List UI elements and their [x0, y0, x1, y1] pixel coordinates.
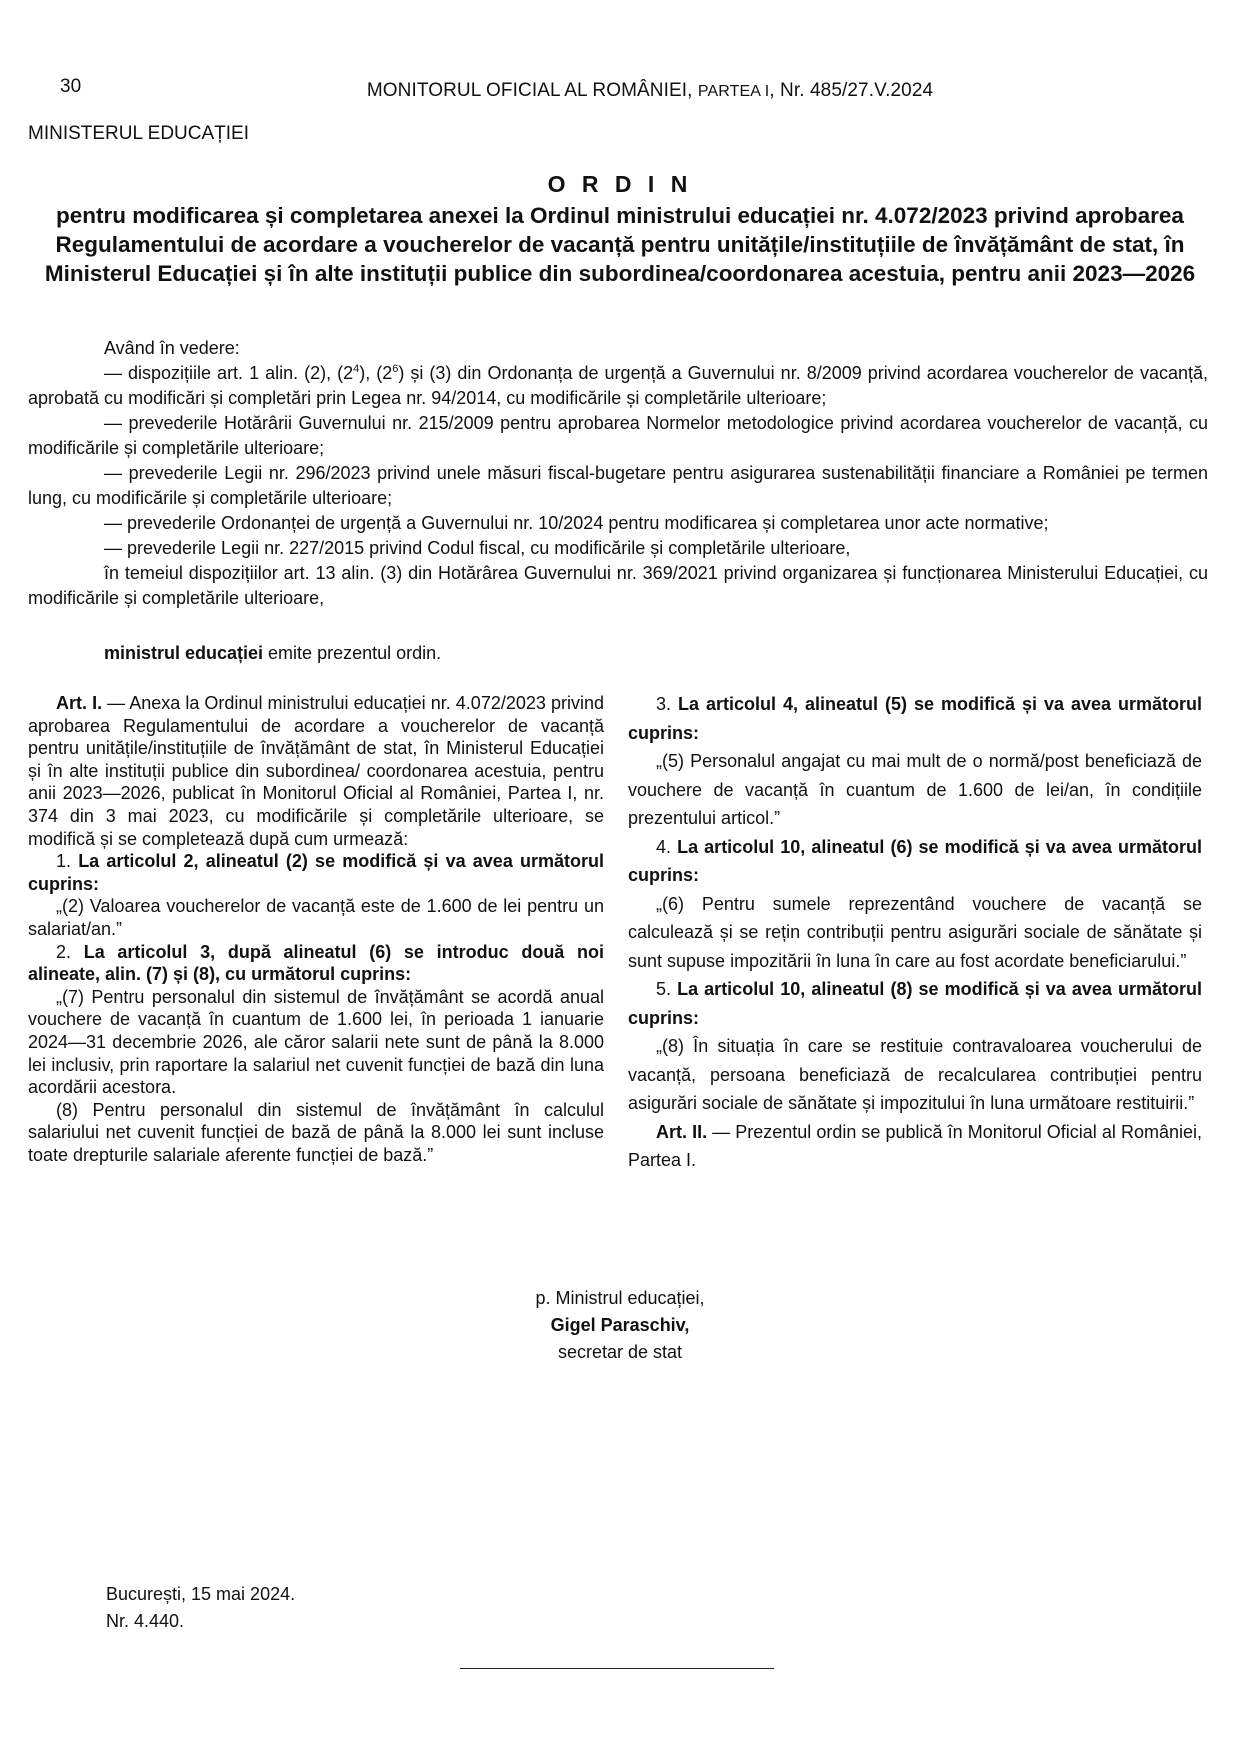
- issue-place-date: București, 15 mai 2024.: [106, 1584, 296, 1604]
- preamble-legal-basis: în temeiul dispozițiilor art. 13 alin. (3) din Hotărârea Guvernului nr. 369/2021 privind organizarea și funcționarea Ministerului Educației, cu modificările și completările ulterioare,: [28, 563, 1208, 608]
- running-header-part: PARTEA I: [697, 83, 770, 100]
- running-header: [0, 80, 1240, 102]
- point-3-head: La articolul 4, alineatul (5) se modifică și va avea următorul cuprins:: [628, 694, 1202, 743]
- article-1: [28, 692, 604, 850]
- point-4-number: 4.: [656, 836, 678, 857]
- order-number: Nr. 4.440.: [106, 1611, 185, 1631]
- end-divider: [460, 1668, 774, 1669]
- point-5-body: „(8) În situația în care se restituie contravaloarea voucherului de vacanță, persoana beneficiază de recalcularea contribuției pentru asigurări sociale de sănătate și impozitului în luna următoare restituirii.”: [628, 1036, 1202, 1113]
- point-1-heading: [28, 850, 604, 895]
- point-4-body: „(6) Pentru sumele reprezentând vouchere de vacanță se calculează și se rețin contribuții pentru asigurări sociale de sănătate și sunt supuse impozitării în luna în care au fost acordate beneficiarului.”: [628, 893, 1202, 971]
- place-and-date: [106, 1581, 295, 1635]
- issuer-name: MINISTERUL EDUCAȚIEI: [28, 123, 249, 144]
- preamble-item-4: — prevederile Ordonanței de urgență a Guvernului nr. 10/2024 pentru modificarea și completarea unor acte normative;: [104, 513, 1049, 533]
- signature-block: [440, 1285, 800, 1366]
- superscript-4: 4: [353, 363, 360, 375]
- right-column: [628, 690, 1202, 1175]
- article-2-text: — Prezentul ordin se publică în Monitorul Oficial al României, Partea I.: [628, 1121, 1202, 1170]
- article-2-label: Art. II.: [656, 1121, 708, 1142]
- page-number: 30: [60, 76, 82, 97]
- running-header-publication: MONITORUL OFICIAL AL ROMÂNIEI,: [366, 80, 698, 101]
- article-1-label: Art. I.: [56, 693, 103, 713]
- signatory-name: [440, 1312, 800, 1339]
- point-5-head: La articolul 10, alineatul (8) se modifică și va avea următorul cuprins:: [628, 979, 1203, 1028]
- preamble-item-1-part-b: ), (2: [359, 363, 393, 383]
- signatory-role: secretar de stat: [557, 1342, 683, 1362]
- point-4-head: La articolul 10, alineatul (6) se modifică și va avea următorul cuprins:: [628, 836, 1203, 885]
- point-3-number: 3.: [656, 694, 678, 714]
- preamble-item-2: — prevederile Hotărârii Guvernului nr. 215/2009 pentru aprobarea Normelor metodologice privind acordarea voucherelor de vacanță, cu modificările și completările ulterioare;: [28, 413, 1208, 458]
- emitter-bold: ministrul educației: [104, 643, 264, 663]
- preamble-item-1: [28, 361, 1208, 411]
- left-column: [28, 692, 604, 1166]
- point-2-heading: [28, 941, 604, 986]
- point-1-number: 1.: [56, 851, 79, 872]
- point-2-body-1: „(7) Pentru personalul din sistemul de învățământ se acordă anual vouchere de vacanță în cuantum de 1.600 lei, în perioada 1 ianuarie 2024—31 decembrie 2026, ale căror salarii nete sunt de până la 8.000 lei inclusiv, prin raportare la salariul net cuvenit funcției de bază din luna acordării acestora.: [28, 986, 604, 1098]
- point-1-head: La articolul 2, alineatul (2) se modifică și va avea următorul cuprins:: [28, 851, 604, 894]
- emitter-rest: emite prezentul ordin.: [263, 643, 442, 663]
- point-3-heading: [628, 690, 1202, 747]
- article-2: [628, 1118, 1202, 1175]
- point-3-body: „(5) Personalul angajat cu mai mult de o normă/post beneficiază de vouchere de vacanță în cuantum de 1.600 de lei/an, în condițiile prezentului articol.”: [628, 751, 1202, 828]
- preamble-item-3: — prevederile Legii nr. 296/2023 privind unele măsuri fiscal-bugetare pentru asigurarea sustenabilității financiare a României pe termen lung, cu modificările și completările ulterioare;: [28, 463, 1208, 508]
- article-1-text: — Anexa la Ordinul ministrului educației nr. 4.072/2023 privind aprobarea Regulamentului de acordare a voucherelor de vacanță pentru unitățile/instituțiile de învățământ de stat, în Ministerul Educației și în alte instituții publice din subordinea/ coordonarea acestuia, pentru anii 2023—2026, publicat în Monitorul Oficial al României, Partea I, nr. 374 din 3 mai 2023, cu modificările și completările ulterioare, se modifică și se completează după cum urmează:: [28, 693, 604, 849]
- point-5-heading: [628, 975, 1202, 1032]
- preamble: [28, 336, 1208, 611]
- signature-title: p. Ministrul educației,: [535, 1288, 705, 1308]
- point-2-head: La articolul 3, după alineatul (6) se introduc două noi alineate, alin. (7) și (8), cu următorul cuprins:: [28, 941, 605, 985]
- preamble-item-1-part-a: — dispozițiile art. 1 alin. (2), (2: [104, 363, 354, 383]
- point-2-body-2: (8) Pentru personalul din sistemul de învățământ în calculul salariului net cuvenit funcției de bază de până la 8.000 lei sunt incluse toate drepturile salariale aferente funcției de bază.”: [28, 1099, 604, 1165]
- preamble-item-1-part-c: ) și (3) din Ordonanța de urgență a Guvernului nr. 8/2009 privind acordarea voucherelor de vacanță, aprobată cu modificări și completări prin Legea nr. 94/2014, cu modificările și completările ulterioare;: [28, 363, 1208, 408]
- document-title: pentru modificarea și completarea anexei la Ordinul ministrului educației nr. 4.072/2023 privind aprobarea Regulamentului de acordare a voucherelor de vacanță pentru unitățile/instituțiile de învățământ de stat, în Ministerul Educației și în alte instituții publice din subordinea/coordonarea acestuia, pentru anii 2023—2026: [44, 203, 1196, 286]
- point-5-number: 5.: [656, 979, 678, 999]
- point-2-number: 2.: [56, 941, 84, 962]
- point-1-body: „(2) Valoarea voucherelor de vacanță este de 1.600 de lei pentru un salariat/an.”: [28, 896, 604, 939]
- running-header-issue: , Nr. 485/27.V.2024: [769, 80, 934, 101]
- document-type: O R D I N: [547, 171, 693, 197]
- preamble-item-5: — prevederile Legii nr. 227/2015 privind Codul fiscal, cu modificările și completările ulterioare,: [104, 538, 851, 558]
- point-4-heading: [628, 833, 1202, 890]
- signatory-name-text: Gigel Paraschiv,: [550, 1315, 690, 1335]
- emitter-statement: [104, 643, 441, 664]
- preamble-intro: Având în vedere:: [104, 338, 240, 358]
- superscript-6: 6: [392, 363, 399, 375]
